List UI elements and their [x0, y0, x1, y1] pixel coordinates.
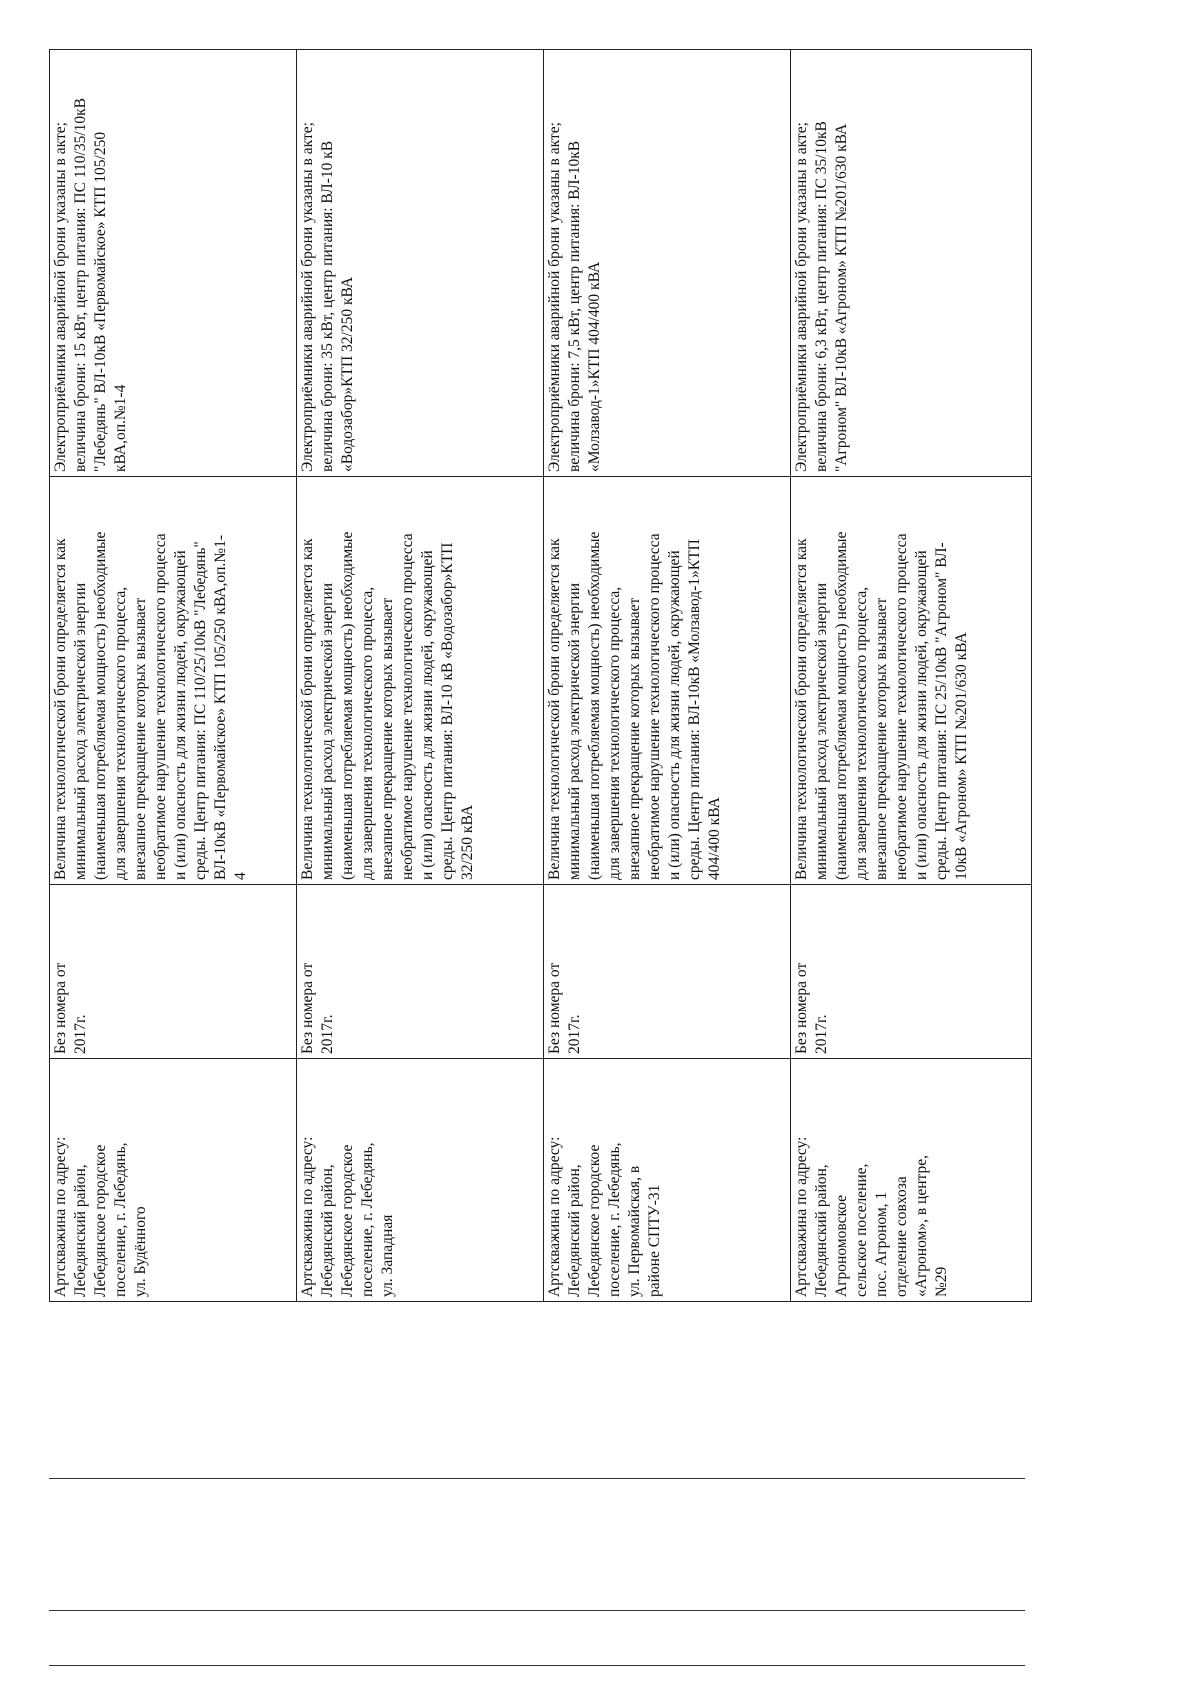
object-address-cell: Артскважина по адресу: Лебедянский район, Агрономовское сельское поселение, пос. Агроном, 1 отделение совхоза «Агроном», в центре, №29	[791, 1059, 1032, 1302]
emergency-reserve-cell: Электроприёмники аварийной брони указаны в акте; величина брони: 35 кВт, центр питания: ВЛ-10 кВ «Водозабор»КТП 32/250 кВА	[297, 50, 544, 477]
rotated-table-scan	[49, 50, 1015, 1302]
emergency-reserve-cell: Электроприёмники аварийной брони указаны в акте; величина брони: 7,5 кВт, центр питания: ВЛ-10кВ «Молзавод-1»КТП 404/400 кВА	[544, 50, 791, 477]
table-row	[791, 50, 1032, 1302]
table-row	[544, 50, 791, 1302]
object-address-cell: Артскважина по адресу: Лебедянский район, Лебедянское городское поселение, г. Лебедянь, ул. Первомайская, в районе СПТУ-31	[544, 1059, 791, 1302]
table-row	[297, 50, 544, 1302]
divider-line	[49, 1610, 1025, 1611]
divider-line	[49, 1478, 1025, 1479]
power-reserve-table	[49, 49, 1032, 1302]
object-address-cell: Артскважина по адресу: Лебедянский район, Лебедянское городское поселение, г. Лебедянь, ул. Будённого	[50, 1059, 297, 1302]
act-number-cell: Без номера от 2017г.	[544, 885, 791, 1059]
technological-reserve-cell: Величина технологической брони определяется как минимальный расход электрической энергии (наименьшая потребляемая мощность) необходимые для завершения технологического процесса, внезапное прекращение которых вызывает необратимое нарушение технологического процесса и (или) опасность для жизни людей, окружающей среды. Центр питания: ПС 110/25/10кВ "Лебедянь" ВЛ-10кВ «Первомайское» КТП 105/250 кВА,оп.№1- 4	[50, 477, 297, 885]
act-number-cell: Без номера от 2017г.	[50, 885, 297, 1059]
act-number-cell: Без номера от 2017г.	[297, 885, 544, 1059]
object-address-cell: Артскважина по адресу: Лебедянский район, Лебедянское городское поселение, г. Лебедянь, ул. Западная	[297, 1059, 544, 1302]
divider-line	[49, 1665, 1025, 1666]
emergency-reserve-cell: Электроприёмники аварийной брони указаны в акте; величина брони: 15 кВт, центр питания: ПС 110/35/10кВ "Лебедянь" ВЛ-10кВ «Первомайское» КТП 105/250 кВА,оп.№1-4	[50, 50, 297, 477]
table-row	[50, 50, 297, 1302]
act-number-cell: Без номера от 2017г.	[791, 885, 1032, 1059]
technological-reserve-cell: Величина технологической брони определяется как минимальный расход электрической энергии (наименьшая потребляемая мощность) необходимые для завершения технологического процесса, внезапное прекращение которых вызывает необратимое нарушение технологического процесса и (или) опасность для жизни людей, окружающей среды. Центр питания: ВЛ-10 кВ «Водозабор»КТП 32/250 кВА	[297, 477, 544, 885]
technological-reserve-cell: Величина технологической брони определяется как минимальный расход электрической энергии (наименьшая потребляемая мощность) необходимые для завершения технологического процесса, внезапное прекращение которых вызывает необратимое нарушение технологического процесса и (или) опасность для жизни людей, окружающей среды. Центр питания: ПС 25/10кВ "Агроном" ВЛ- 10кВ «Агроном» КТП №201/630 кВА	[791, 477, 1032, 885]
emergency-reserve-cell: Электроприёмники аварийной брони указаны в акте; величина брони: 6,3 кВт, центр питания: ПС 35/10кВ "Агроном" ВЛ-10кВ «Агроном» КТП №201/630 кВА	[791, 50, 1032, 477]
technological-reserve-cell: Величина технологической брони определяется как минимальный расход электрической энергии (наименьшая потребляемая мощность) необходимые для завершения технологического процесса, внезапное прекращение которых вызывает необратимое нарушение технологического процесса и (или) опасность для жизни людей, окружающей среды. Центр питания: ВЛ-10кВ «Молзавод-1»КТП 404/400 кВА	[544, 477, 791, 885]
